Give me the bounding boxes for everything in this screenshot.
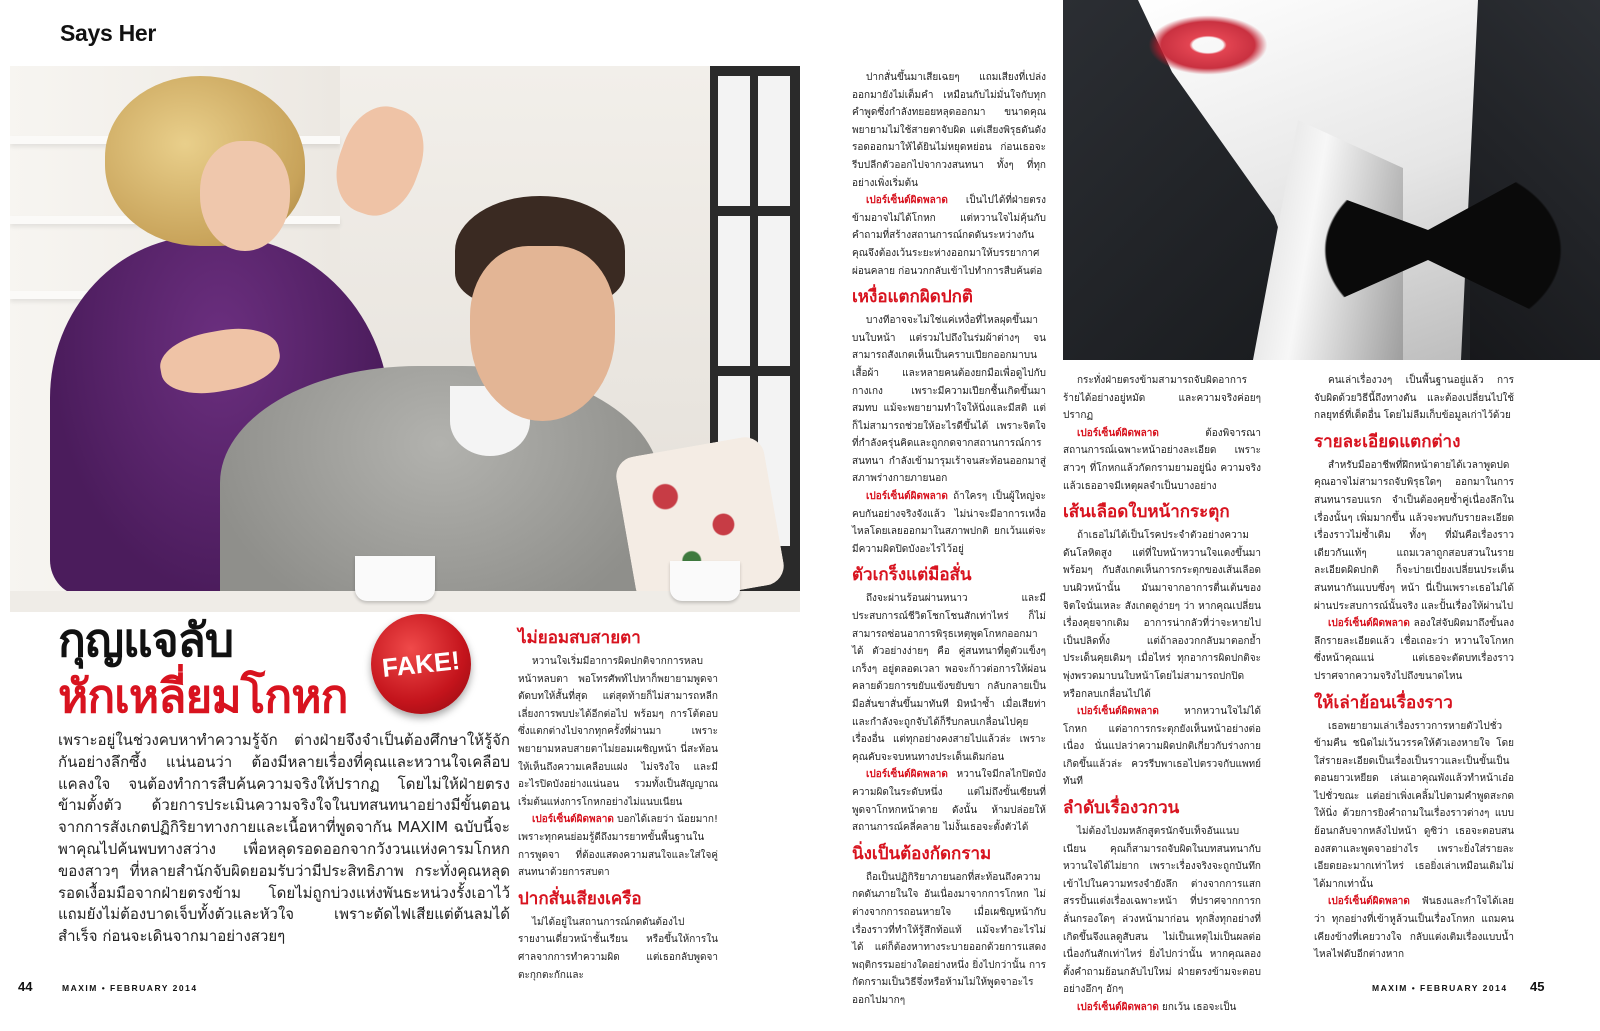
paragraph-text: ยกเว้น เธอจะเป็น xyxy=(1158,1002,1237,1013)
text-column-3 xyxy=(1063,372,1261,1017)
paragraph-text: ปากสั่นขึ้นมาเสียเฉยๆ แถมเสียงที่เปล่งออกมายังไม่เต็มคำ เหมือนกับไม่มั่นใจกับทุกคำพูดซึ่งกำลังทยอยหลุดออกมา ขนาดคุณพยายามไม่ใช้สายตาจับผิด แต่เสียงพิรุธดันดังรอดออกมาให้ได้ยินไม่หยุดหย่อน ก่อนเธอจะรีบปลีกตัวออกไปจากวงสนทนา ทั้งๆ ที่ทุกอย่างเพิ่งเริ่มต้น xyxy=(852,72,1046,189)
paragraph xyxy=(852,590,1046,766)
paragraph-text: สำหรับมืออาชีพที่ฝึกหน้าตายได้เวลาพูดปด คุณอาจไม่สามารถจับพิรุธใดๆ ออกมาในการสนทนารอบแรก จำเป็นต้องคุยซ้ำคู่เนื่องลึกในเรื่องนั้นๆ เพิ่มมากขึ้น แล้วจะพบกับรายละเอียดเรื่องราวไม่ซ้ำเดิม ทั้งๆ ที่มันคือเรื่องราวเดียวกันแท้ๆ แถมเวลาถูกสอบสวนในรายละเอียดผิดปกติ ก็จะบ่ายเบี่ยงเปลี่ยนประเด็นสนทนากันแบบซึ่งๆ หน้า นี่เป็นเพราะเธอไม่ได้ผ่านประสบการณ์นั้นจริง และปั้นเรื่องให้ผ่านไป xyxy=(1314,459,1514,612)
subheading: เส้นเลือดใบหน้ากระตุก xyxy=(1063,502,1230,522)
error-rate-label: เปอร์เซ็นต์ผิดพลาด xyxy=(1077,706,1159,718)
page-number-left: 44 xyxy=(18,979,33,994)
page-number-right: 45 xyxy=(1530,979,1545,994)
paragraph xyxy=(518,914,718,984)
lipstick-mark-icon xyxy=(1148,15,1268,75)
paragraph-text: ถือเป็นปฏิกิริยาภายนอกที่สะท้อนถึงความกดดันภายในใจ อันเนื่องมาจากการโกหก ไม่ต่างจากการถอนหายใจ เมื่อเผชิญหน้ากับเรื่องราวที่ทำให้รู้สึกท้อแท้ แม้จะทำอะไรไม่ได้ แต่ก็ต้องหาทางระบายออกด้วยการแสดงพฤติกรรมอย่างใดอย่างหนึ่ง ยิ่งไปกว่านั้น การกัดกรามเป็นวิธีจึ่งหรือห้ามไม่ให้พูดจาอะไรออกไปมากๆ xyxy=(852,871,1046,1006)
subheading: ปากสั่นเสียงเครือ xyxy=(518,888,642,908)
paragraph-text: คนเล่าเรื่องวงๆ เป็นพื้นฐานอยู่แล้ว การจับผิดด้วยวิธีนี้ถึงทางตัน และต้องเปลี่ยนไปใช้กลยุทธ์ที่เด็ดอื่น โดยไม่ลืมเก็บข้อมูลเก่าไว้ด้วย xyxy=(1314,375,1514,422)
paragraph xyxy=(1314,615,1514,685)
paragraph xyxy=(852,192,1046,280)
fake-badge-label: FAKE! xyxy=(380,644,462,683)
paragraph xyxy=(1063,823,1261,999)
paragraph-text: ถึงจะผ่านร้อนผ่านหนาว และมีประสบการณ์ชีวิตโชกโชนสักเท่าไหร่ ก็ไม่สามารถซ่อนอาการพิรุธเหตุพูดโกหกออกมาได้ ตัวอย่างง่ายๆ คือ คู่สนทนาที่ดูตัวแข็งๆ เกร็งๆ อยู่ตลอดเวลา พอจะก้าวต่อการให้ผ่อนคลายด้วยการขยับแข้งขยับขา กลับกลายเป็นมือสั่นขาสั่นขึ้นมาทันที มิหนำซ้ำ เมื่อเสียท่าและกำลังจะถูกจับได้ก็รีบกลบเกลื่อนไปคุยเรื่องอื่น แต่ทุกอย่างคงสายไปแล้วล่ะ เพราะคุณคับจะจบหนทางประเด็นเดิมก่อน xyxy=(852,593,1046,763)
error-rate-label: เปอร์เซ็นต์ผิดพลาด xyxy=(866,491,948,503)
paragraph-text: ต้องพิจารณาสถานการณ์เฉพาะหน้าอย่างละเอียด เพราะสาวๆ ที่โกหกแล้วกัดกรามยามอยู่นิ่ง ความจริงแล้วเธออาจมีเหตุผลจำเป็นบางอย่าง xyxy=(1063,427,1261,492)
headline-line2: หักเหลี่ยมโกหก xyxy=(58,670,348,722)
subheading: รายละเอียดแตกต่าง xyxy=(1314,431,1461,451)
text-column-4 xyxy=(1314,372,1514,964)
fake-badge xyxy=(371,614,471,714)
paragraph-text: ไม่ต้องไปงมหลักสูตรนักจับเท็จอันแนบเนียน คุณก็สามารถจับผิดในบทสนทนากับหวานใจได้ไม่ยาก เพราะเรื่องจริงจะถูกบันทึกเข้าไปในความทรงจำยังลึก ต่างจากการแสกสรรปั้นแต่งเรื่องเฉพาะหน้า ที่ปราศจากการกลั่นกรองใดๆ ล่วงหน้ามาก่อน ทุกสิ่งทุกอย่างที่เกิดขึ้นจึงแลดูสับสน ไม่เป็นเหตุไม่เป็นผลต่อเนื่องกันสักเท่าไหร่ ยิ่งไปกว่านั้น หากคุณลองตั้งคำถามย้อนกลับไปใหม่ ฝ่ายตรงข้ามจะตอบอย่างอึกๆ อักๆ xyxy=(1063,826,1261,996)
lipstick-collar-photo xyxy=(1063,0,1600,360)
paragraph xyxy=(852,869,1046,1010)
paragraph xyxy=(1063,372,1261,425)
paragraph-text: ไม่ได้อยู่ในสถานการณ์กดดันต้องไปรายงานเดี่ยวหน้าชั้นเรียน หรือขึ้นให้การในศาลจากการทำความผิด แต่เธอกลับพูดจาตะกุกตะกักและ xyxy=(518,916,718,981)
paragraph-text: หวานใจมีกลไกปิดบังความผิดในระดับหนึ่ง แต่ไม่ถึงขั้นเซียนที่พูดจาโกหกหน้าตาย ดังนั้น ห้ามปล่อยให้สถานการณ์คลี่คลาย ไม่งั้นเธอจะตั้งตัวได้ xyxy=(852,769,1046,834)
intro-paragraph: เพราะอยู่ในช่วงคบหาทำความรู้จัก ต่างฝ่ายจึงจำเป็นต้องศึกษาให้รู้จักกันอย่างลึกซึ้ง แน่นอนว่า ต้องมีหลายเรื่องที่คุณและหวานใจเคลือบแคลงใจ จนต้องทำการสืบค้นความจริงให้ปรากฏ โดยไม่ให้ฝ่ายตรงข้ามตั้งตัว ด้วยการประเมินความจริงใจในบทสนทนาอย่างมีขั้นตอน จากการสังเกตปฏิกิริยาทางกายและเนื้อหาที่พูดจากัน MAXIM ฉบับนี้จะพาคุณไปค้นพบทางสว่าง เพื่อหลุดรอดออกจากวังวนแห่งคารมโกหกของสาวๆ ที่หลายสำนักจับผิดยอมรับว่ามีประสิทธิภาพ กระทั่งคุณหลุดรอดเงื้อมมือจากฝ่ายตรงข้าม โดยไม่ถูกบ่วงแห่งพันธะหน่วงรั้งเอาไว้ แถมยังไม่ต้องบาดเจ็บทั้งตัวและหัวใจ เพราะตัดไฟเสียแต่ต้นลมได้สำเร็จ ก่อนจะเดินจากมาอย่างสวยๆ xyxy=(58,731,510,946)
paragraph-text: เป็นไปได้ที่ฝ่ายตรงข้ามอาจไม่ได้โกหก แต่หวานใจไม่คุ้นกับคำถามที่สร้างสถานการณ์กดดันระหว่างกัน คุณจึงต้องเว้นระยะห่างออกมาให้บรรยากาศผ่อนคลาย ก่อนวกกลับเข้าไปทำการสืบค้นต่อ xyxy=(852,195,1046,277)
paragraph-text: บางทีอาจจะไม่ใช่แค่เหงื่อที่ไหลผุดขึ้นมาบนใบหน้า แต่รวมไปถึงในร่มผ้าต่างๆ จนสามารถสังเกตเห็นเป็นคราบเปียกออกมาบนเสื้อผ้า และหลายคนต้องยกมือเพื่อดูไปกับกางเกง เพราะมีความเปียกชื้นเกิดขึ้นมาสมทบ แม้จะพยายามทำใจให้นิ่งและมีสติ แต่ก็ไม่สามารถช่วยให้อะไรดีขึ้นได้ เพราะจิตใจที่กำลังครุ่นคิดและถูกกดจากสถานการณ์การสนทนา กำลังเข้ามารุมเร้าจนสะท้อนออกมาสู่สภาพร่างกายภายนอก xyxy=(852,315,1046,485)
paragraph-text: ถ้าเธอไม่ได้เป็นโรคประจำตัวอย่างความดันโลหิตสูง แต่ที่ใบหน้าหวานใจแดงขึ้นมา พร้อมๆ กับสังเกตเห็นการกระตุกของเส้นเลือดบนผิวหน้านั้น มันมาจากอาการตื่นเต้นของจิตใจนั่นเหละ สังเกตดูง่ายๆ ว่า หากคุณเปลี่ยนเรื่องคุยจากเดิม อาการน่ากลัวที่ว่าจะหายไปเป็นปลิดทิ้ง แต่ถ้าลองวกกลับมาตอกย้ำประเด็นคุยเดิมๆ เมื่อไหร่ ทุกอาการผิดปกติจะพุ่งพรวดมาบนใบหน้าโดยไม่สามารถปกปิดหรือกลบเกลื่อนไปได้ xyxy=(1063,530,1261,700)
paragraph xyxy=(1063,999,1261,1017)
paragraph xyxy=(852,312,1046,488)
text-column-2 xyxy=(852,69,1046,1010)
paragraph xyxy=(1063,527,1261,703)
paragraph xyxy=(852,766,1046,836)
error-rate-label: เปอร์เซ็นต์ผิดพลาด xyxy=(1328,896,1410,908)
paragraph xyxy=(1063,703,1261,791)
paragraph-text: ฟันธงและกำใจได้เลยว่า ทุกอย่างที่เข้าหูล้วนเป็นเรื่องโกหก แถมคนเคียงข้างที่เคยวางใจ กลับแต่งเติมเรื่องแบบน้ำไหลไฟดับอีกต่างหาก xyxy=(1314,896,1514,961)
paragraph-text: เธอพยายามเล่าเรื่องราวการหายตัวไปชั่วข้ามคืน ชนิดไม่เว้นวรรคให้ตัวเองหายใจ โดยใส่รายละเอียดเป็นเรื่องเป็นราวและเป็นขั้นเป็นตอนยาวเหยียด เล่นเอาคุณพังแล้วทำหน้าเอ๋อไปชั่วขณะ แต่อย่าเพิ่งเคลิ้มไปตามคำพูดสะกดให้นิ่ง ด้วยการยิงคำถามในเรื่องราวต่างๆ แบบย้อนกลับจากหลังไปหน้า ดูซิว่า เธอจะตอบสนองสตาและพูดจาอย่างไร เพราะยิ่งใส่รายละเอียดยอะมากเท่าไหร่ เธอยิ่งเล่าเหมือนเดิมไม่ได้มากเท่านั้น xyxy=(1314,720,1514,890)
error-rate-label: เปอร์เซ็นต์ผิดพลาด xyxy=(866,195,948,207)
paragraph-text: บอกได้เลยว่า น้อยมาก! เพราะทุกคนย่อมรู้ดีถึงมารยาทขั้นพื้นฐานในการพูดจา ที่ต้องแสดงความสนใจและใส่ใจคู่สนทนาด้วยการสบตา xyxy=(518,814,718,879)
paragraph xyxy=(1314,893,1514,963)
paragraph xyxy=(1314,718,1514,894)
subheading: เหงื่อแตกผิดปกติ xyxy=(852,287,973,307)
paragraph-text: หวานใจเริ่มมีอาการผิดปกติจากการหลบหน้าหลบตา พอโทรศัพท์ไปหาก็พยายามพูดจาตัดบทให้สั้นที่สุด แต่สุดท้ายก็ไม่สามารถหลีกเลี่ยงการพบปะได้อีกต่อไป พร้อมๆ การโต้ตอบซึ่งแตกต่างไปจากทุกครั้งที่ผ่านมา เพราะพยายามหลบสายตาไม่ยอมเผชิญหน้า นี่สะท้อนให้เห็นถึงความเคลือบแฝง ไม่จริงใจ และมีอะไรปิดบังอย่างแน่นอน รวมทั้งเป็นสัญญาณเริ่มต้นแห่งการโกหกอย่างไม่แนบเนียน xyxy=(518,656,718,808)
paragraph-text: ถ้าใครๆ เป็นผู้ใหญ่จะคบกันอย่างจริงจังแล้ว ไม่น่าจะมีอาการเหงื่อไหลโดยเลยออกมาในสภาพปกติ ยกเว้นแต่จะมีความผิดปิดบังอะไรไว้อยู่ xyxy=(852,491,1046,555)
paragraph xyxy=(852,488,1046,558)
text-column-1 xyxy=(518,621,718,984)
paragraph xyxy=(852,69,1046,192)
subheading: ให้เล่าย้อนเรื่องราว xyxy=(1314,692,1453,712)
paragraph xyxy=(518,653,718,811)
error-rate-label: เปอร์เซ็นต์ผิดพลาด xyxy=(1077,427,1159,439)
paragraph xyxy=(518,811,718,881)
paragraph-text: กระทั่งฝ่ายตรงข้ามสามารถจับผิดอาการร้ายได้อย่างอยู่หมัด และความจริงค่อยๆ ปรากฏ xyxy=(1063,375,1261,422)
paragraph-text: หากหวานใจไม่ได้โกหก แต่อาการกระตุกยังเห็นหน้าอย่างต่อเนื่อง นั่นแปลว่าความผิดปกติเกี่ยวกับร่างกายเกิดขึ้นแล้วล่ะ ควรรีบพาเธอไปตรวจกับแพทย์ทันที xyxy=(1063,706,1261,788)
headline-line1: กุญแจลับ xyxy=(58,614,234,666)
subheading: ลำดับเรื่องวกวน xyxy=(1063,798,1180,818)
paragraph-text: ลองใส่จับผิดมาถึงขั้นลงลึกรายละเอียดแล้ว เชื่อเถอะว่า หวานใจโกหกซึ่งหน้าคุณแน่ แต่เธอจะตัดบทเรื่องราวปราศจากความจริงไปถึงขนาดไหน xyxy=(1314,618,1514,682)
section-tag: Says Her xyxy=(60,20,157,46)
error-rate-label: เปอร์เซ็นต์ผิดพลาด xyxy=(866,769,948,781)
running-footer-right: MAXIM • FEBRUARY 2014 xyxy=(1372,983,1508,993)
subheading: ไม่ยอมสบสายตา xyxy=(518,628,641,647)
error-rate-label: เปอร์เซ็นต์ผิดพลาด xyxy=(532,814,614,826)
running-footer-left: MAXIM • FEBRUARY 2014 xyxy=(62,983,198,993)
subheading: ตัวเกร็งแต่มือสั่น xyxy=(852,565,972,585)
subheading: นิ่งเป็นต้องกัดกราม xyxy=(852,843,992,863)
error-rate-label: เปอร์เซ็นต์ผิดพลาด xyxy=(1328,618,1410,630)
couple-photo xyxy=(10,66,800,612)
paragraph xyxy=(1063,425,1261,495)
paragraph xyxy=(1314,372,1514,425)
error-rate-label: เปอร์เซ็นต์ผิดพลาด xyxy=(1077,1002,1159,1013)
paragraph xyxy=(1314,457,1514,615)
